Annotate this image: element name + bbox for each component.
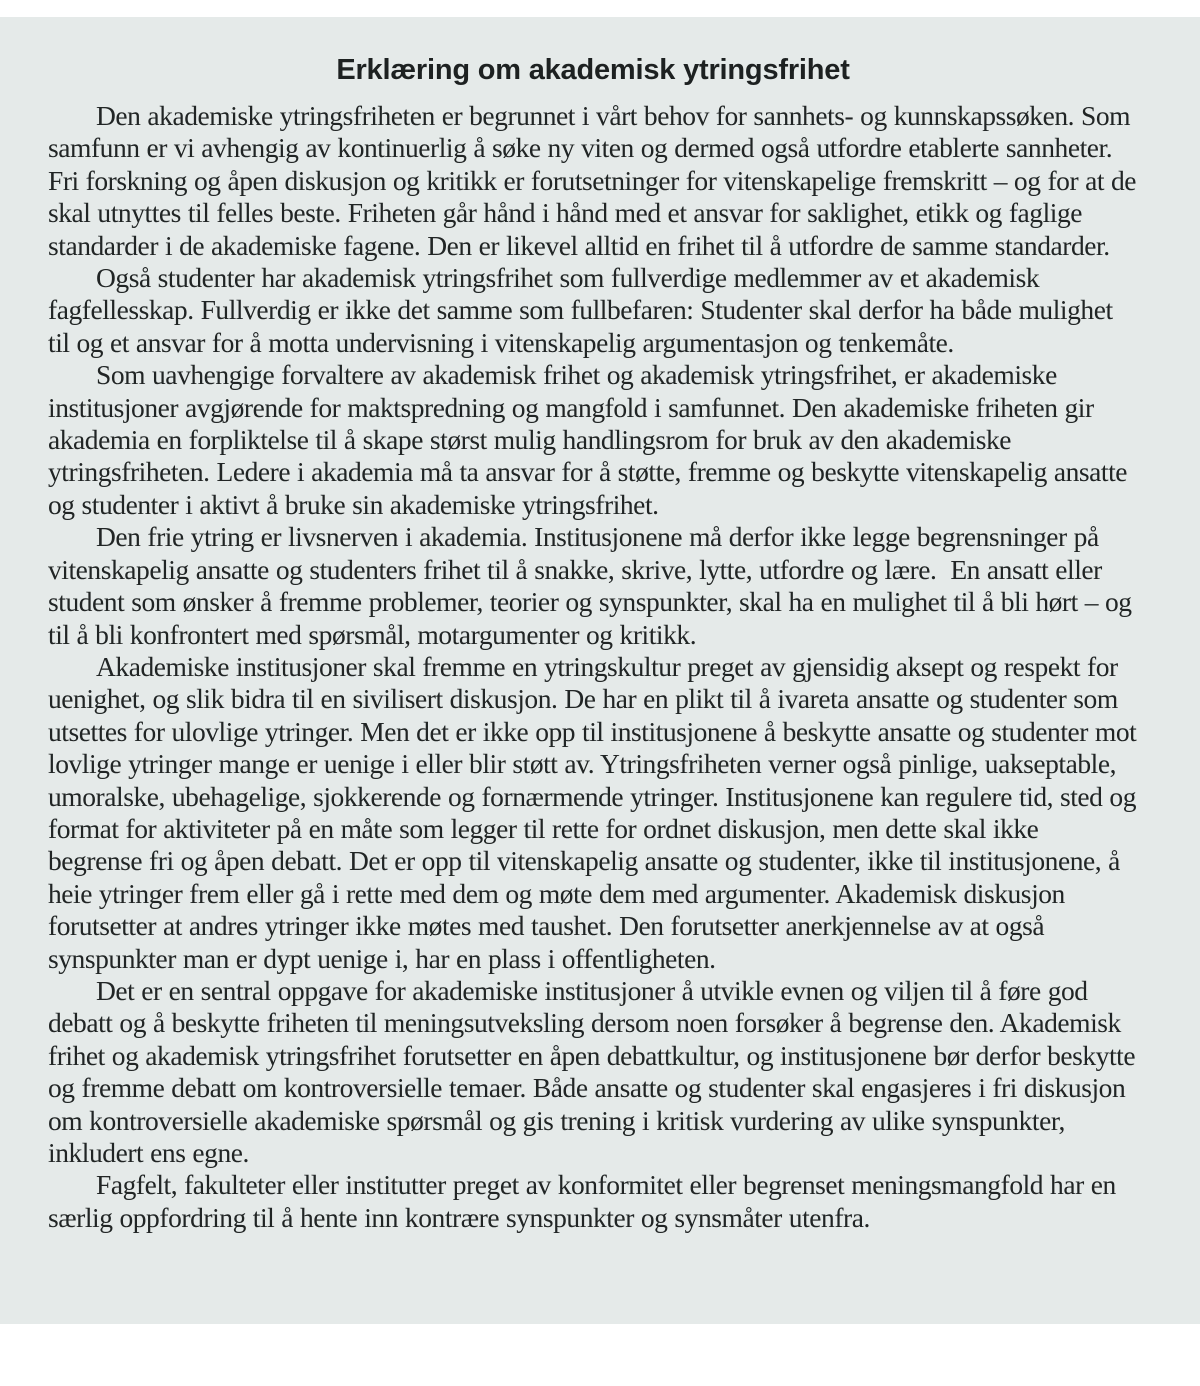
paragraph: Som uavhengige forvaltere av akademisk frihet og akademisk ytringsfrihet, er akademiske institusjoner avgjørende for maktspredning og mangfold i samfunnet. Den akademiske friheten gir akademia en forpliktelse til å skape størst mulig handlingsrom for bruk av den akademiske ytringsfriheten. Ledere i akademia må ta ansvar for å støtte, fremme og beskytte vitenskapelig ansatte og studenter i aktivt å bruke sin akademiske ytringsfrihet. <box>48 359 1134 520</box>
declaration-panel <box>0 17 1200 1324</box>
paragraph: Det er en sentral oppgave for akademiske institusjoner å utvikle evnen og viljen til å føre god debatt og å beskytte friheten til meningsutveksling dersom noen forsøker å begrense den. Akademisk frihet og akademisk ytringsfrihet forutsetter en åpen debattkultur, og institusjonene bør derfor beskytte og fremme debatt om kontroversielle temaer. Både ansatte og studenter skal engasjeres i fri diskusjon om kontroversielle akademiske spørsmål og gis trening i kritisk vurdering av ulike synspunkter, inkludert ens egne. <box>48 974 1143 1168</box>
paragraph: Den akademiske ytringsfriheten er begrunnet i vårt behov for sannhets- og kunnskapssøken. Som samfunn er vi avhengig av kontinuerlig å søke ny viten og dermed også utfordre etablerte sannheter. Fri forskning og åpen diskusjon og kritikk er forutsetninger for vitenskapelige fremskritt – og for at de skal utnyttes til felles beste. Friheten går hånd i hånd med et ansvar for saklighet, etikk og faglige standarder i de akademiske fagene. Den er likevel alltid en frihet til å utfordre de samme standarder. <box>48 100 1143 261</box>
paragraph: Akademiske institusjoner skal fremme en ytringskultur preget av gjensidig aksept og respekt for uenighet, og slik bidra til en sivilisert diskusjon. De har en plikt til å ivareta ansatte og studenter som utsettes for ulovlige ytringer. Men det er ikke opp til institusjonene å beskytte ansatte og studenter mot lovlige ytringer mange er uenige i eller blir støtt av. Ytringsfriheten verner også pinlige, uakseptable, umoralske, ubehagelige, sjokkerende og fornærmende ytringer. Institusjonene kan regulere tid, sted og format for aktiviteter på en måte som legger til rette for ordnet diskusjon, men dette skal ikke begrense fri og åpen debatt. Det er opp til vitenskapelig ansatte og studenter, ikke til institusjonene, å heie ytringer frem eller gå i rette med dem og møte dem med argumenter. Akademisk diskusjon forutsetter at andres ytringer ikke møtes med taushet. Den forutsetter anerkjennelse av at også synspunkter man er dypt uenige i, har en plass i offentligheten. <box>48 650 1144 974</box>
paragraph: Fagfelt, fakulteter eller institutter preget av konformitet eller begrenset meningsmangfold har en særlig oppfordring til å hente inn kontrære synspunkter og synsmåter utenfra. <box>48 1169 1123 1233</box>
paragraph: Den frie ytring er livsnerven i akademia. Institusjonene må derfor ikke legge begrensninger på vitenskapelig ansatte og studenters frihet til å snakke, skrive, lytte, utfordre og lære. En ansatt eller student som ønsker å fremme problemer, teorier og synspunkter, skal ha en mulighet til å bli hørt – og til å bli konfrontert med spørsmål, motargumenter og kritikk. <box>48 521 1139 650</box>
paragraph: Også studenter har akademisk ytringsfrihet som fullverdige medlemmer av et akademisk fagfellesskap. Fullverdig er ikke det samme som fullbefaren: Studenter skal derfor ha både mulighet til og et ansvar for å motta undervisning i vitenskapelig argumentasjon og tenkemåte. <box>48 262 1120 358</box>
document-title: Erklæring om akademisk ytringsfrihet <box>336 54 850 86</box>
